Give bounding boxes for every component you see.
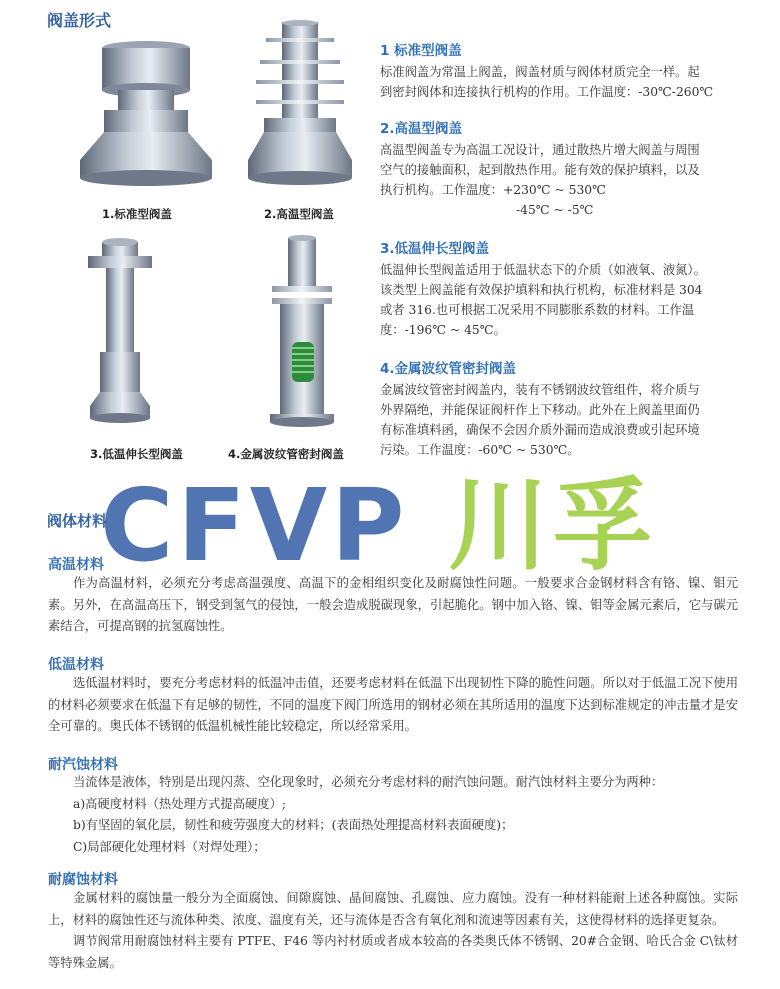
material-title-low-temp: 低温材料	[48, 657, 104, 673]
bonnet-type-line: 金属波纹管密封阀盖内，装有不锈钢波纹管组件，将介质与	[380, 383, 700, 397]
material-paragraph: 当流体是液体，特别是出现闪蒸、空化现象时，必须充分考虑材料的耐汽蚀问题。耐汽蚀材料主要分为两种：	[73, 775, 664, 789]
material-paragraph: 金属材料的腐蚀量一般分为全面腐蚀、间隙腐蚀、晶间腐蚀、孔腐蚀、应力腐蚀。没有一种材料能耐上述各种腐蚀。实际上，材料的腐蚀性还与流体种类、浓度、温度有关，还与流体是否含有氧化剂和流速等因素有关，这使得材料的选择更复杂。	[48, 891, 738, 927]
watermark-latin: CFVP	[100, 467, 409, 584]
material-text-cavitation	[48, 772, 738, 858]
material-text-low-temp	[48, 673, 738, 738]
watermark-chinese: 川孚	[448, 467, 657, 584]
caption-low-temp-bonnet: 3.低温伸长型阀盖	[90, 447, 183, 461]
bonnet-type-line: 该类型上阀盖能有效保护填料和执行机构，标准材料是 304	[380, 283, 703, 297]
bonnet-type-line: 外界隔绝，并能保证阀杆作上下移动。此外在上阀盖里面仍	[380, 403, 700, 417]
bonnet-type-standard	[380, 40, 740, 102]
bonnet-type-line: 空气的接触面积，起到散热作用。能有效的保护填料，以及	[380, 163, 700, 177]
bonnet-type-title: 4.金属波纹管密封阀盖	[380, 361, 517, 377]
bonnet-type-line: 执行机构。工作温度：+230℃ ~ 530℃	[380, 183, 606, 197]
material-list-item: b)有坚固的氧化层，韧性和疲劳强度大的材料；(表面热处理提高材料表面硬度)；	[73, 818, 514, 832]
bonnet-type-title: 1 标准型阀盖	[380, 43, 462, 59]
material-section-title: 阀体材料	[47, 512, 108, 530]
bonnet-type-title: 2.高温型阀盖	[380, 121, 463, 137]
material-title-high-temp: 高温材料	[48, 557, 104, 573]
bonnet-type-line: 高温型阀盖专为高温工况设计，通过散热片增大阀盖与周围	[380, 143, 700, 157]
bellows-bonnet-image	[270, 235, 334, 427]
standard-bonnet-image	[80, 41, 212, 186]
bonnet-type-line: 度：-196℃ ~ 45℃。	[380, 323, 506, 337]
material-paragraph: 选低温材料时，要充分考虑材料的低温冲击值，还要考虑材料在低温下出现韧性下降的脆性问题。所以对于低温工况下使用的材料必须要求在低温下有足够的韧性，不同的温度下阀门所选用的钢材必须在其所适用的温度下达到标准规定的冲击量才是安全可靠的。奥氏体不锈钢的低温机械性能比较稳定，所以经常采用。	[48, 676, 738, 733]
bonnet-type-line: 污染。工作温度：-60℃ ~ 530℃。	[380, 443, 580, 457]
bonnet-illustrations	[60, 20, 360, 460]
bonnet-type-line: 低温伸长型阀盖适用于低温状态下的介质（如液氧、液氮）。	[380, 263, 706, 277]
bonnet-type-line: 有标准填料函，确保不会因介质外漏而造成浪费或引起环境	[380, 423, 700, 437]
caption-standard-bonnet: 1.标准型阀盖	[102, 207, 172, 221]
high-temp-bonnet-image	[248, 20, 352, 185]
bonnet-type-line: 到密封阀体和连接执行机构的作用。工作温度：-30℃-260℃	[380, 85, 714, 99]
bonnet-type-line: 标准阀盖为常温上阀盖，阀盖材质与阀体材质完全一样。起	[380, 65, 700, 79]
material-paragraph: 作为高温材料，必须充分考虑高温强度、高温下的金相组织变化及耐腐蚀性问题。一般要求合金钢材料含有铬、镍、钼元素。另外，在高温高压下，钢受到氢气的侵蚀，一般会造成脱碳现象，引起脆化。钢中加入铬、镍、钼等金属元素后，它与碳元素结合，可提高钢的抗氢腐蚀性。	[48, 576, 738, 633]
low-temp-bonnet-image	[88, 238, 152, 423]
material-paragraph: 调节阀常用耐腐蚀材料主要有 PTFE、F46 等内衬材质或者成本较高的各类奥氏体不锈钢、20#合金钢、哈氏合金 C\钛材等特殊金属。	[48, 934, 738, 970]
bonnet-type-high-temp	[380, 118, 740, 220]
material-text-corrosion	[48, 888, 738, 974]
bonnet-type-low-temp	[380, 238, 740, 340]
material-list-item: a)高硬度材料（热处理方式提高硬度）;	[73, 796, 287, 811]
material-title-cavitation: 耐汽蚀材料	[48, 757, 118, 773]
bonnet-type-line: -45℃ ~ -5℃	[516, 203, 594, 217]
caption-bellows-bonnet: 4.金属波纹管密封阀盖	[228, 447, 344, 461]
bonnet-type-line: 或者 316.也可根据工况采用不同膨胀系数的材料。工作温	[380, 303, 695, 317]
brand-watermark	[100, 445, 656, 589]
bonnet-type-title: 3.低温伸长型阀盖	[380, 241, 490, 257]
material-title-corrosion: 耐腐蚀材料	[48, 872, 118, 888]
caption-high-temp-bonnet: 2.高温型阀盖	[264, 207, 334, 221]
material-text-high-temp	[48, 573, 738, 638]
material-list-item: C)局部硬化处理材料（对焊处理）；	[73, 839, 266, 854]
bonnet-section-title: 阀盖形式	[47, 11, 112, 30]
